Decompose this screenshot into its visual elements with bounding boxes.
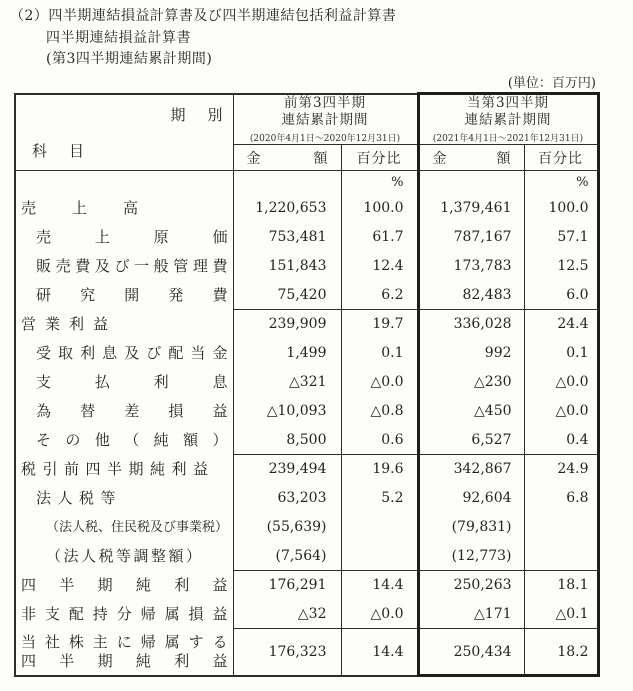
percent-current-cell: △0.0 bbox=[524, 397, 598, 426]
table-body bbox=[15, 171, 598, 676]
amount-prev-cell: △321 bbox=[233, 368, 341, 397]
prev-period-subtitle: 連結累計期間 bbox=[281, 111, 369, 128]
amount-prev-cell: 75,420 bbox=[233, 281, 341, 310]
item-cell bbox=[15, 252, 233, 281]
amount-prev-cell: 176,323 bbox=[233, 629, 341, 676]
item-label: 販売費及び一般管理費 bbox=[36, 256, 228, 275]
percent-current-cell bbox=[524, 513, 598, 542]
percent-prev-cell: 19.7 bbox=[341, 310, 418, 339]
item-axis-label: 科目 bbox=[32, 142, 107, 160]
amount-prev-cell: △10,093 bbox=[233, 397, 341, 426]
amount-prev-cell: 1,499 bbox=[233, 339, 341, 368]
table-row bbox=[15, 368, 598, 397]
table-row bbox=[15, 571, 598, 600]
amount-current-cell: (79,831) bbox=[418, 513, 524, 542]
percent-current-cell: 6.8 bbox=[524, 484, 598, 513]
amount-prev-cell: 63,203 bbox=[233, 484, 341, 513]
amount-current-cell: △171 bbox=[418, 600, 524, 629]
percent-header-prev: 百分比 bbox=[341, 145, 418, 171]
item-cell bbox=[15, 455, 233, 484]
item-label: 支払利息 bbox=[36, 372, 228, 391]
item-label-line2: 四半期純利益 bbox=[21, 651, 228, 670]
amount-current-cell: 336,028 bbox=[418, 310, 524, 339]
item-cell bbox=[15, 281, 233, 310]
amount-current-cell: 992 bbox=[418, 339, 524, 368]
table-row bbox=[15, 455, 598, 484]
table-row bbox=[15, 397, 598, 426]
table-row bbox=[15, 484, 598, 513]
amount-prev-cell: 151,843 bbox=[233, 252, 341, 281]
amount-prev-cell: △32 bbox=[233, 600, 341, 629]
table-row bbox=[15, 600, 598, 629]
item-label: 受取利息及び配当金 bbox=[36, 343, 228, 362]
percent-current-cell: 12.5 bbox=[524, 252, 598, 281]
percent-prev-cell: 61.7 bbox=[372, 229, 404, 245]
percent-prev-cell: △0.0 bbox=[370, 374, 404, 390]
percent-prev-cell: 14.4 bbox=[341, 629, 418, 676]
item-label: その他（純額） bbox=[36, 430, 228, 449]
percent-prev-cell bbox=[341, 542, 418, 571]
percent-prev-cell: 100.0 bbox=[363, 200, 404, 216]
percent-prev-cell: 6.2 bbox=[381, 286, 404, 303]
percent-current-cell: 0.1 bbox=[524, 339, 598, 368]
table-row bbox=[15, 629, 598, 676]
percent-current-cell: 18.2 bbox=[524, 629, 598, 676]
percent-prev-cell: 19.6 bbox=[341, 455, 418, 484]
percent-current-cell: 6.0 bbox=[524, 281, 598, 310]
prev-period-title: 前第3四半期 bbox=[283, 94, 367, 111]
item-label: 売上原価 bbox=[36, 227, 228, 246]
amount-current-cell: △450 bbox=[418, 397, 524, 426]
table-row bbox=[15, 542, 598, 571]
item-cell bbox=[15, 339, 233, 368]
percent-current-cell: 24.9 bbox=[524, 455, 598, 484]
current-period-header bbox=[418, 94, 598, 145]
unit-note: (単位：百万円) bbox=[507, 76, 596, 91]
amount-prev-cell: 239,909 bbox=[233, 310, 341, 339]
amount-prev-cell: 8,500 bbox=[233, 426, 341, 455]
percent-prev-cell: 12.4 bbox=[372, 258, 404, 274]
item-cell bbox=[15, 397, 233, 426]
item-label: 研究開発費 bbox=[36, 285, 228, 304]
current-period-title: 当第3四半期 bbox=[466, 95, 550, 111]
prev-period-dates: (2020年4月1日～2020年12月31日) bbox=[249, 133, 401, 144]
item-cell bbox=[15, 223, 233, 252]
table-row bbox=[15, 339, 598, 368]
amount-header-prev: 金額 bbox=[233, 145, 341, 171]
table-row bbox=[15, 426, 598, 455]
percent-prev-cell: △0.8 bbox=[370, 403, 404, 419]
item-cell bbox=[15, 629, 233, 676]
current-period-subtitle: 連結累計期間 bbox=[464, 112, 552, 128]
percent-header-current: 百分比 bbox=[524, 145, 598, 171]
item-label: 当社株主に帰属する bbox=[21, 632, 228, 651]
current-period-dates: (2021年4月1日～2021年12月31日) bbox=[432, 134, 584, 144]
amount-current-cell: 173,783 bbox=[418, 252, 524, 281]
percent-current-cell: 57.1 bbox=[524, 223, 598, 252]
amount-current-cell: △230 bbox=[418, 368, 524, 397]
item-label: 法人税等 bbox=[36, 488, 123, 507]
amount-current-cell: 1,379,461 bbox=[418, 194, 524, 223]
amount-prev-cell: 176,291 bbox=[233, 571, 341, 600]
percent-prev-cell bbox=[341, 513, 418, 542]
income-statement-table bbox=[14, 92, 600, 677]
amount-prev-cell: 239,494 bbox=[233, 455, 341, 484]
item-cell bbox=[15, 513, 233, 542]
period-axis-label: 期別 bbox=[170, 105, 245, 124]
percent-current-cell: △0.1 bbox=[524, 600, 598, 629]
percent-prev-cell: 0.6 bbox=[381, 431, 404, 448]
table-row bbox=[15, 252, 598, 281]
percent-current-cell: △0.0 bbox=[524, 368, 598, 397]
item-label: （法人税等調整額） bbox=[46, 546, 204, 565]
amount-prev-cell bbox=[233, 171, 341, 194]
percent-current-cell bbox=[524, 542, 598, 571]
item-label: 為替差損益 bbox=[36, 401, 228, 420]
corner-cell bbox=[15, 94, 245, 171]
percent-prev-cell: 5.2 bbox=[381, 490, 404, 506]
item-cell bbox=[15, 310, 233, 339]
amount-current-cell: (12,773) bbox=[418, 542, 524, 571]
percent-unit-row bbox=[15, 171, 598, 194]
percent-current-cell: % bbox=[524, 171, 598, 194]
table-row bbox=[15, 281, 598, 310]
amount-prev-cell: (7,564) bbox=[233, 542, 341, 571]
heading-line2: 四半期連結損益計算書 bbox=[46, 29, 191, 46]
item-cell bbox=[15, 600, 233, 629]
amount-current-cell: 92,604 bbox=[418, 484, 524, 513]
amount-prev-cell: 753,481 bbox=[233, 223, 341, 252]
percent-current-cell: 18.1 bbox=[524, 571, 598, 600]
item-cell bbox=[15, 542, 233, 571]
amount-current-cell: 787,167 bbox=[418, 223, 524, 252]
item-label: 営業利益 bbox=[21, 314, 108, 333]
prev-period-header bbox=[233, 94, 418, 145]
percent-prev-cell: 14.4 bbox=[341, 571, 418, 600]
amount-current-cell: 250,434 bbox=[418, 629, 524, 676]
item-label: 売上高 bbox=[21, 198, 138, 217]
percent-prev-cell: 0.1 bbox=[381, 345, 404, 361]
amount-current-cell: 342,867 bbox=[418, 455, 524, 484]
item-cell bbox=[15, 368, 233, 397]
period-header-row bbox=[15, 94, 598, 145]
percent-prev-cell: △0.0 bbox=[370, 605, 404, 622]
amount-header-current: 金額 bbox=[418, 145, 524, 171]
table-row bbox=[15, 223, 598, 252]
document-heading bbox=[10, 6, 396, 71]
item-cell bbox=[15, 484, 233, 513]
percent-prev-cell: % bbox=[391, 174, 404, 190]
table-row bbox=[15, 194, 598, 223]
amount-current-cell: 6,527 bbox=[418, 426, 524, 455]
item-cell bbox=[15, 426, 233, 455]
item-cell bbox=[15, 194, 233, 223]
percent-current-cell: 24.4 bbox=[524, 310, 598, 339]
table-row bbox=[15, 310, 598, 339]
heading-line1: （2）四半期連結損益計算書及び四半期連結包括利益計算書 bbox=[10, 8, 397, 24]
heading-line3: (第3四半期連結累計期間) bbox=[46, 51, 213, 67]
table-row bbox=[15, 513, 598, 542]
item-label: 税引前四半期純利益 bbox=[21, 459, 215, 478]
item-cell bbox=[15, 171, 233, 194]
item-label: 非支配持分帰属損益 bbox=[21, 604, 228, 623]
amount-current-cell: 250,263 bbox=[418, 571, 524, 600]
item-cell bbox=[15, 571, 233, 600]
amount-current-cell: 82,483 bbox=[418, 281, 524, 310]
amount-prev-cell: (55,639) bbox=[233, 513, 341, 542]
amount-current-cell bbox=[418, 171, 524, 194]
percent-current-cell: 100.0 bbox=[524, 194, 598, 223]
percent-current-cell: 0.4 bbox=[524, 426, 598, 455]
item-label: 四半期純利益 bbox=[21, 575, 228, 594]
amount-prev-cell: 1,220,653 bbox=[233, 194, 341, 223]
item-label: （法人税、住民税及び事業税） bbox=[46, 519, 229, 535]
